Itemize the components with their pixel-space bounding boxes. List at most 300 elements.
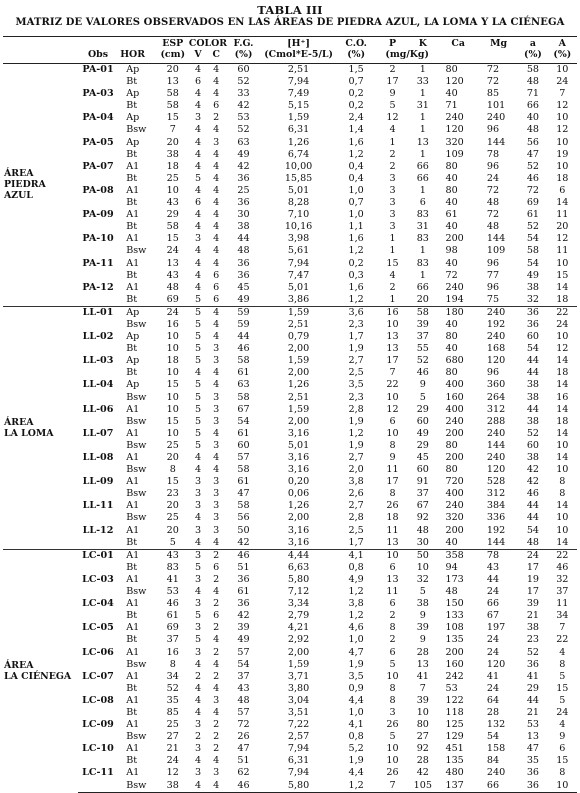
fg-cell: 57 [237,646,250,658]
mg-cell: 528 [486,476,506,488]
ca-cell: 40 [445,197,458,209]
horizon-cell: A1 [126,622,140,634]
p-cell: 4 [389,124,396,136]
table-row [3,549,577,562]
color-c-cell: 3 [213,767,220,779]
horizon-cell: Bsw [126,439,147,451]
co-cell: 2,4 [348,112,364,124]
ca-cell: 40 [445,343,458,355]
co-cell: 1,0 [348,209,364,221]
header-esp: ESP [162,38,184,49]
table-row [3,525,577,537]
esp-cell: 16 [166,318,179,330]
horizon-cell: Ap [118,306,156,319]
a-lower-cell: 19 [526,573,540,585]
h-cell: 3,71 [287,670,310,682]
esp-cell: 43 [157,549,189,562]
ca-cell: 125 [445,719,464,731]
a-upper-cell: 4 [559,646,566,658]
header-cell-empty [437,50,478,64]
mg-cell: 288 [486,415,506,427]
color-c-cell: 4 [213,331,220,343]
k-cell: 66 [416,281,429,293]
a-lower-cell: 52 [526,646,540,658]
p-cell: 1 [389,245,396,257]
color-c-cell: 4 [213,124,220,136]
color-v-cell: 3 [194,719,202,731]
h-cell: 5,61 [287,245,310,257]
a-upper-cell: 11 [556,598,569,610]
a-lower-cell: 42 [526,464,540,476]
obs-cell: LC-10 [82,743,114,755]
color-v-cell: 4 [194,536,202,548]
a-lower-cell: 58 [518,64,547,77]
horizon-cell: Bsw [118,780,156,793]
horizon-cell: Bsw [126,488,147,500]
table-row [3,707,577,719]
mg-cell: 44 [486,573,500,585]
horizon-cell: Ap [126,88,140,100]
color-c-cell: 3 [213,415,220,427]
mg-cell: 197 [486,622,506,634]
fg-cell: 26 [237,731,250,743]
obs-cell [78,100,118,112]
table-row [3,767,577,779]
co-cell: 0,2 [348,100,364,112]
a-upper-cell: 10 [548,64,577,77]
color-v-cell: 6 [194,76,202,88]
a-lower-cell: 46 [526,172,540,184]
header-a-lower: a [529,38,536,49]
color-c-cell: 4 [213,221,220,233]
ca-cell: 53 [445,682,458,694]
k-cell: 1 [419,88,426,100]
k-cell: 39 [416,622,429,634]
horizon-cell: A1 [126,281,140,293]
ca-cell: 80 [445,367,458,379]
obs-cell [78,562,118,574]
ca-cell: 451 [445,743,464,755]
mg-cell: 168 [486,343,506,355]
p-cell: 5 [389,658,396,670]
obs-cell [78,416,118,428]
color-v-cell: 3 [194,622,202,634]
horizon-cell: Bsw [126,658,147,670]
mg-cell: 192 [486,318,506,330]
p-cell: 10 [386,427,399,439]
table-row [3,780,577,793]
color-v-cell: 3 [194,500,202,512]
fg-cell: 50 [237,524,250,536]
ca-cell: 200 [445,427,464,439]
mg-cell: 132 [486,719,506,731]
color-v-cell: 4 [194,682,202,694]
color-c-cell: 6 [213,269,220,281]
header-pk-unit: (mg/Kg) [377,50,438,64]
table-row [3,319,577,331]
p-cell: 3 [389,184,396,196]
ca-cell: 94 [445,561,458,573]
h-cell: 7,49 [287,88,310,100]
obs-cell: LL-01 [78,306,118,319]
fg-cell: 56 [237,512,250,524]
k-cell: 46 [416,367,429,379]
mg-cell: 240 [486,112,506,124]
a-upper-cell: 6 [559,184,566,196]
k-cell: 92 [416,512,429,524]
a-lower-cell: 29 [526,682,540,694]
mg-cell: 72 [479,64,518,77]
a-upper-cell: 4 [559,719,566,731]
table-row [3,355,577,367]
obs-cell: LC-11 [82,767,114,779]
color-c-cell: 4 [213,452,220,463]
fg-cell: 39 [237,622,250,634]
k-cell: 60 [416,415,429,427]
header-obs: Obs [78,50,118,64]
mg-cell: 48 [486,221,500,233]
ca-cell: 358 [437,549,478,562]
h-cell: 10,16 [284,221,313,233]
k-cell: 31 [416,221,429,233]
ca-cell: 61 [445,209,458,221]
h-cell: 6,63 [287,561,310,573]
h-cell: 3,80 [287,682,310,694]
h-cell: 2,00 [287,367,310,379]
table-row [3,476,577,488]
header-color: COLOR [188,38,228,49]
a-upper-cell: 14 [556,500,569,512]
esp-cell: 48 [166,281,179,293]
obs-cell [78,124,118,136]
h-cell: 1,59 [287,403,310,415]
a-upper-cell: 18 [556,367,569,379]
ca-cell: 135 [445,755,464,767]
horizon-cell: Bt [126,634,138,646]
mg-cell: 144 [486,233,506,245]
ca-cell: 72 [445,269,458,281]
esp-cell: 8 [169,464,176,476]
fg-cell: 36 [237,573,250,585]
table-row [3,731,577,743]
mg-cell: 24 [486,586,500,598]
h-cell: 7,22 [287,719,310,731]
color-v-cell: 4 [194,124,202,136]
mg-cell: 240 [486,427,506,439]
table-row [3,270,577,282]
esp-cell: 25 [166,439,179,451]
ca-cell: 120 [445,76,464,88]
mg-cell: 96 [486,281,500,293]
horizon-cell: Bsw [126,124,147,136]
horizon-cell: A1 [126,184,140,196]
p-cell: 13 [386,331,399,343]
h-cell: 1,59 [287,112,310,124]
a-upper-cell: 7 [559,88,566,100]
color-c-cell: 3 [213,355,220,367]
area-label-line2: LA LOMA [4,427,54,439]
k-cell: 28 [416,646,429,658]
p-cell: 13 [386,343,399,355]
ca-cell: 240 [445,500,464,512]
color-c-cell: 4 [213,379,220,391]
h-cell: 7,94 [287,743,310,755]
a-lower-cell: 48 [526,536,540,548]
p-cell: 9 [389,88,396,100]
header-row-bottom [3,50,577,64]
header-mg: Mg [490,38,508,49]
color-c-cell: 2 [213,646,220,658]
h-cell: 2,79 [287,610,310,622]
p-cell: 26 [386,767,399,779]
horizon-cell: Bt [126,536,138,548]
p-cell: 4 [389,269,396,281]
co-cell: 1,9 [348,439,364,451]
table-title: TABLA III [257,3,323,17]
k-cell: 37 [416,331,429,343]
color-c-cell: 4 [213,257,220,269]
ca-cell: 71 [445,100,458,112]
fg-cell: 42 [237,610,250,622]
color-c-cell: 3 [213,391,220,403]
p-cell: 8 [389,488,396,500]
fg-cell: 37 [237,670,250,682]
color-v-cell: 4 [194,160,202,172]
h-cell: 3,16 [287,452,310,463]
color-v-cell: 5 [194,331,202,343]
esp-cell: 41 [166,573,179,585]
k-cell: 7 [419,682,426,694]
horizon-cell: Bt [126,706,138,718]
fg-cell: 61 [237,427,250,439]
h-cell: 6,31 [287,124,310,136]
table-row [3,562,577,574]
a-upper-cell: 12 [556,233,569,245]
fg-cell: 53 [237,112,250,124]
fg-cell: 47 [237,488,250,500]
k-cell: 60 [416,464,429,476]
co-cell: 3,6 [335,306,376,319]
ca-cell: 122 [445,694,464,706]
co-cell: 0,9 [348,682,364,694]
ca-cell: 80 [445,464,458,476]
color-v-cell: 4 [194,257,202,269]
table-row [3,100,577,112]
horizon-cell: Bsw [126,318,147,330]
p-cell: 10 [377,549,408,562]
mg-cell: 75 [486,293,500,305]
k-cell: 9 [419,610,426,622]
table-row [3,282,577,294]
obs-cell: LL-12 [82,524,114,536]
a-lower-cell: 72 [526,184,540,196]
horizon-cell: Bt [126,755,138,767]
area-label-line1: ÁREA [4,659,34,671]
color-c-cell: 3 [213,136,220,148]
fg-cell: 67 [237,403,250,415]
fg-cell: 45 [237,281,250,293]
color-c-cell: 3 [213,439,220,451]
a-lower-cell: 56 [526,136,540,148]
a-upper-cell: 9 [559,731,566,743]
ca-cell: 40 [445,536,458,548]
table-row [3,404,577,416]
h-cell: 2,51 [287,391,310,403]
area-label-line2: PIEDRA AZUL [4,179,46,202]
fg-cell: 57 [237,452,250,463]
table-row [3,306,577,319]
obs-cell: LL-02 [82,331,114,343]
co-cell: 2,6 [348,488,364,500]
esp-cell: 43 [166,269,179,281]
horizon-cell: A1 [126,209,140,221]
color-v-cell: 4 [194,148,202,160]
co-cell: 1,1 [348,221,364,233]
color-c-cell: 3 [213,343,220,355]
header-cell-empty [118,37,156,50]
a-upper-cell: 6 [559,743,566,755]
color-c-cell: 6 [213,610,220,622]
color-v-cell: 5 [194,403,202,415]
mg-cell: 312 [486,403,506,415]
a-upper-cell: 24 [556,76,569,88]
a-upper-cell: 10 [548,780,577,793]
header-h: [H⁺] [287,38,310,49]
header-fg: F.G. [233,38,254,49]
a-lower-cell: 38 [526,452,540,463]
ca-cell: 240 [445,281,464,293]
color-c-cell: 4 [213,172,220,184]
co-cell: 2,3 [348,391,364,403]
horizon-cell: Bsw [126,415,147,427]
esp-cell: 43 [166,197,179,209]
color-c-cell: 3 [213,476,220,488]
ca-cell: 173 [445,573,464,585]
horizon-cell: Bt [126,172,138,184]
color-c-cell: 6 [213,100,220,112]
ca-cell: 200 [445,524,464,536]
a-upper-cell: 15 [556,269,569,281]
obs-cell [78,780,118,793]
co-cell: 1,9 [348,755,364,767]
co-cell: 1,9 [348,658,364,670]
p-cell: 10 [386,755,399,767]
esp-cell: 15 [166,415,179,427]
a-upper-cell: 10 [556,524,569,536]
a-lower-cell: 41 [526,670,540,682]
horizon-cell: Ap [126,355,140,367]
a-upper-cell: 12 [556,343,569,355]
color-c-cell: 4 [207,64,225,77]
mg-cell: 144 [486,136,506,148]
obs-cell: PA-07 [82,160,114,172]
fg-cell: 58 [237,391,250,403]
color-v-cell: 6 [194,197,202,209]
color-v-cell: 5 [194,318,202,330]
color-v-cell: 5 [189,306,207,319]
horizon-cell: A1 [126,719,140,731]
horizon-cell: Bt [126,269,138,281]
co-cell: 2,8 [348,512,364,524]
h-cell: 5,01 [287,184,310,196]
ca-cell: 40 [445,221,458,233]
table-row [3,440,577,452]
a-upper-cell: 34 [556,610,569,622]
a-upper-cell: 7 [559,622,566,634]
fg-cell: 30 [237,209,250,221]
p-cell: 8 [389,439,396,451]
ca-cell: 109 [445,148,464,160]
k-cell: 20 [416,293,429,305]
color-c-cell: 4 [213,464,220,476]
h-cell: 3,16 [287,427,310,439]
color-v-cell: 3 [194,488,202,500]
color-v-cell: 3 [194,767,202,779]
esp-cell: 25 [166,719,179,731]
horizon-cell: Bt [126,293,138,305]
esp-cell: 7 [169,124,176,136]
co-cell: 0,8 [348,561,364,573]
esp-cell: 24 [166,755,179,767]
a-upper-cell: 10 [556,512,569,524]
color-v-cell: 5 [194,561,202,573]
co-cell: 2,7 [348,355,364,367]
co-cell: 1,7 [348,331,364,343]
horizon-cell: Bsw [126,586,147,598]
a-lower-cell: 38 [526,379,540,391]
color-c-cell: 4 [213,209,220,221]
fg-cell: 46 [225,780,261,793]
co-cell: 1,5 [335,64,376,77]
esp-cell: 37 [166,634,179,646]
color-v-cell: 4 [194,88,202,100]
horizon-cell: Bt [126,610,138,622]
h-cell: 3,34 [287,598,310,610]
fg-cell: 58 [237,355,250,367]
esp-cell: 20 [166,500,179,512]
p-cell: 18 [386,512,399,524]
esp-cell: 25 [166,172,179,184]
k-cell: 10 [416,561,429,573]
h-cell: 2,00 [287,646,310,658]
k-cell: 13 [416,136,429,148]
a-upper-cell: 46 [556,561,569,573]
k-cell: 1 [419,269,426,281]
mg-cell: 120 [486,658,506,670]
k-cell: 52 [416,355,429,367]
ca-cell: 200 [445,233,464,245]
p-cell: 17 [386,76,399,88]
header-a-upper: A [558,38,566,49]
ca-cell: 129 [445,731,464,743]
p-cell: 15 [386,257,399,269]
obs-cell: LL-03 [82,355,114,367]
co-cell: 0,8 [348,731,364,743]
fg-cell: 72 [237,719,250,731]
fg-cell: 42 [237,536,250,548]
obs-cell [78,149,118,161]
obs-cell: LC-03 [82,573,114,585]
k-cell: 9 [419,634,426,646]
obs-cell: PA-10 [82,233,114,245]
table-row [3,452,577,464]
horizon-cell: Bsw [126,391,147,403]
ca-cell: 200 [445,646,464,658]
color-v-cell: 4 [194,281,202,293]
esp-cell: 20 [166,452,179,463]
co-cell: 1,4 [348,124,364,136]
a-upper-cell: 11 [556,209,569,221]
